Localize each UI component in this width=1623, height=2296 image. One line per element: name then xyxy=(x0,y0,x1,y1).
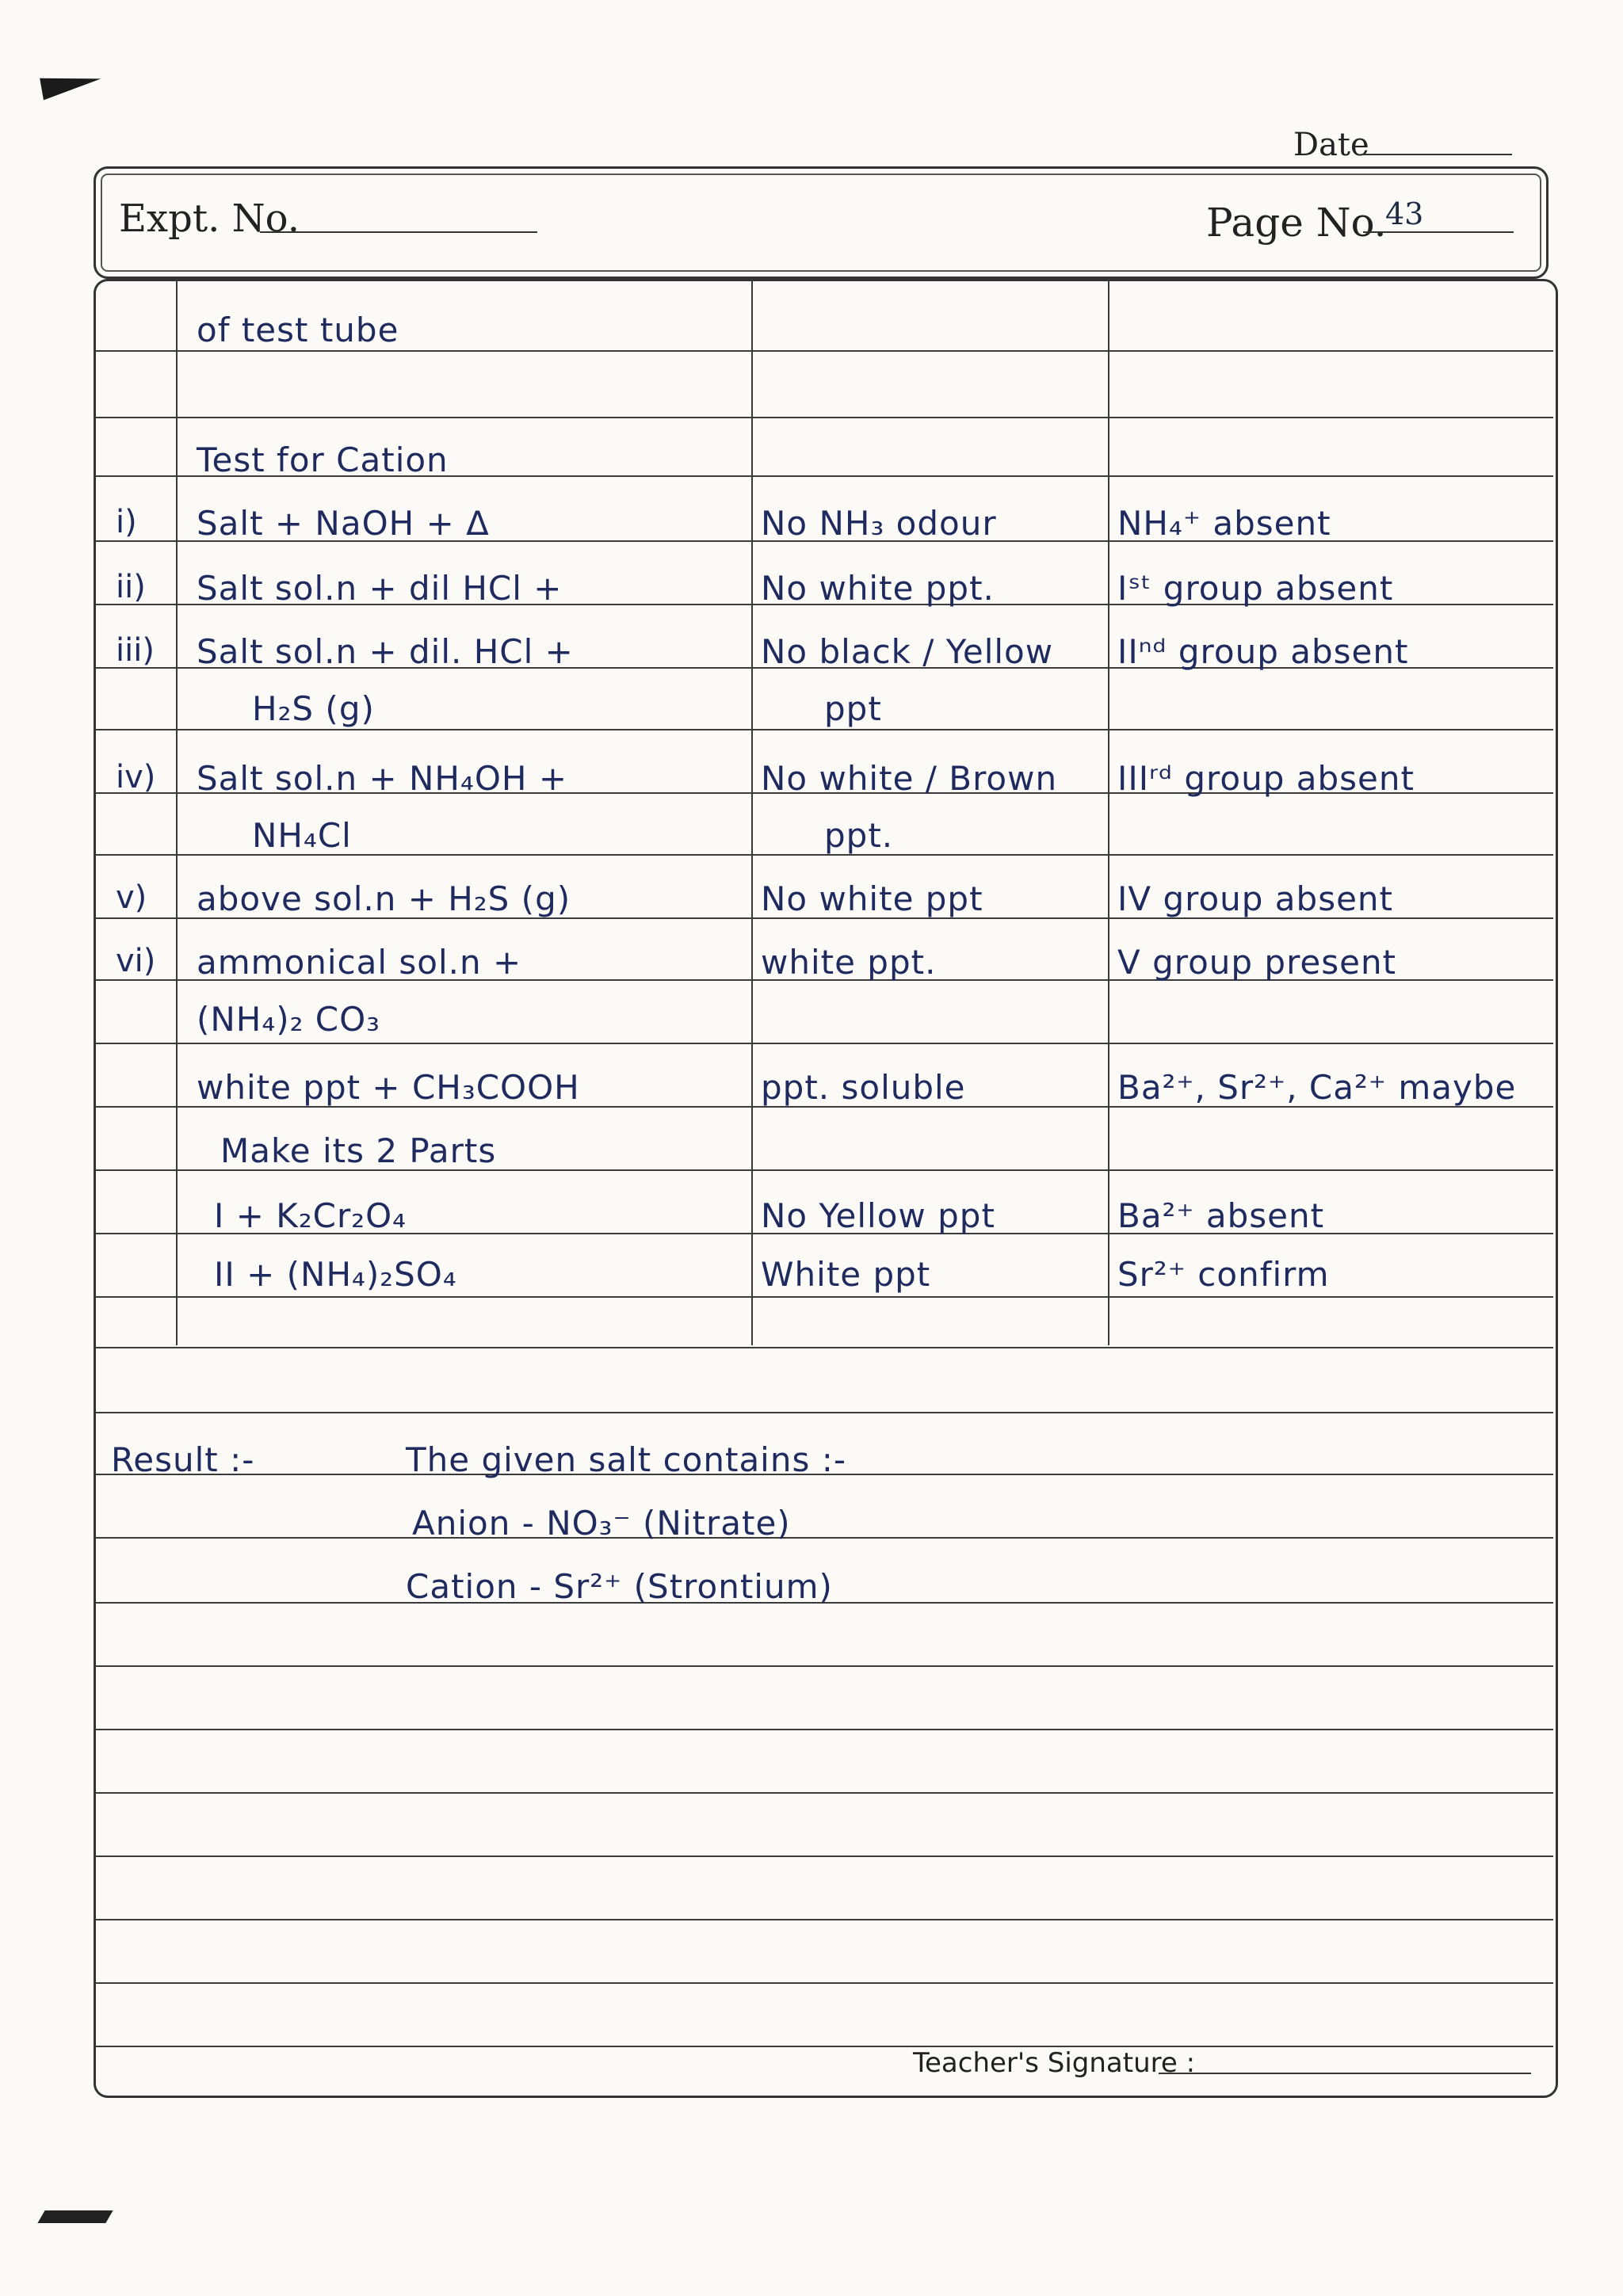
observation-cell: No white ppt xyxy=(761,879,983,918)
experiment-cell: Salt sol.n + NH₄OH + xyxy=(197,759,568,798)
column-divider xyxy=(1108,279,1109,1345)
observation-cell: No black / Yellow xyxy=(761,632,1054,671)
inference-cell: Ba²⁺ absent xyxy=(1117,1196,1325,1235)
inference-cell: Sr²⁺ confirm xyxy=(1117,1255,1330,1294)
result-anion: Anion - NO₃⁻ (Nitrate) xyxy=(412,1504,791,1543)
scan-corner-mark xyxy=(40,68,103,101)
ruled-line xyxy=(94,417,1553,418)
teacher-signature-label: Teacher's Signature : xyxy=(913,2047,1196,2079)
result-label: Result :- xyxy=(111,1440,255,1479)
row-number: v) xyxy=(116,879,147,916)
inference-cell: IIIʳᵈ group absent xyxy=(1117,759,1415,798)
row-number: iii) xyxy=(116,632,155,669)
observation-cell: No Yellow ppt xyxy=(761,1196,995,1235)
inference-cell: Ba²⁺, Sr²⁺, Ca²⁺ maybe xyxy=(1117,1068,1517,1107)
experiment-cell: II + (NH₄)₂SO₄ xyxy=(214,1255,457,1294)
observation-cell: No white ppt. xyxy=(761,569,995,608)
row-number: iv) xyxy=(116,759,156,795)
page-no-label: Page No. xyxy=(1206,200,1387,246)
observation-cell: White ppt xyxy=(761,1255,931,1294)
ruled-line xyxy=(94,1729,1553,1730)
page-no-line xyxy=(1363,231,1514,233)
column-divider xyxy=(751,279,753,1345)
date-label: Date xyxy=(1293,127,1369,163)
inference-cell: IV group absent xyxy=(1117,879,1394,918)
row-number: i) xyxy=(116,504,137,540)
experiment-cell: of test tube xyxy=(197,311,399,349)
ruled-line xyxy=(94,1537,1553,1539)
experiment-cell: Salt sol.n + dil HCl + xyxy=(197,569,563,608)
ruled-line xyxy=(94,729,1553,730)
inference-cell: IIⁿᵈ group absent xyxy=(1117,632,1409,671)
experiment-cell: white ppt + CH₃COOH xyxy=(197,1068,580,1107)
ruled-line xyxy=(94,350,1553,352)
date-line xyxy=(1363,154,1512,155)
ruled-line xyxy=(94,1792,1553,1794)
observation-cell: white ppt. xyxy=(761,943,937,982)
inference-cell: Iˢᵗ group absent xyxy=(1117,569,1394,608)
observation-cell: ppt xyxy=(824,689,882,728)
ruled-line xyxy=(94,1347,1553,1348)
ruled-line xyxy=(94,1296,1553,1298)
signature-line xyxy=(1159,2073,1531,2074)
experiment-cell: Make its 2 Parts xyxy=(220,1131,497,1170)
expt-line xyxy=(260,231,537,233)
experiment-cell: NH₄Cl xyxy=(252,816,352,855)
ruled-line xyxy=(94,1665,1553,1667)
experiment-cell: above sol.n + H₂S (g) xyxy=(197,879,571,918)
ruled-line xyxy=(94,1412,1553,1413)
ruled-line xyxy=(94,1919,1553,1920)
expt-label: Expt. No. xyxy=(119,196,300,241)
experiment-cell: ammonical sol.n + xyxy=(197,943,522,982)
inference-cell: NH₄⁺ absent xyxy=(1117,504,1331,543)
experiment-cell: Salt sol.n + dil. HCl + xyxy=(197,632,574,671)
result-cation: Cation - Sr²⁺ (Strontium) xyxy=(406,1567,833,1606)
experiment-cell: Test for Cation xyxy=(197,441,449,479)
observation-cell: ppt. xyxy=(824,816,894,855)
experiment-cell: H₂S (g) xyxy=(252,689,375,728)
observation-cell: ppt. soluble xyxy=(761,1068,966,1107)
experiment-cell: I + K₂Cr₂O₄ xyxy=(214,1196,407,1235)
experiment-cell: Salt + NaOH + Δ xyxy=(197,504,490,543)
scan-corner-mark xyxy=(37,2210,113,2223)
ruled-line xyxy=(94,1855,1553,1857)
inference-cell: V group present xyxy=(1117,943,1397,982)
column-divider xyxy=(176,279,178,1345)
observation-cell: No NH₃ odour xyxy=(761,504,997,543)
row-number: vi) xyxy=(116,943,156,979)
observation-cell: No white / Brown xyxy=(761,759,1058,798)
ruled-line xyxy=(94,2046,1553,2047)
notebook-body xyxy=(94,279,1558,2098)
ruled-line xyxy=(94,1982,1553,1984)
result-intro: The given salt contains :- xyxy=(406,1440,847,1479)
row-number: ii) xyxy=(116,569,146,605)
ruled-line xyxy=(94,1043,1553,1044)
page-no-value: 43 xyxy=(1385,196,1424,231)
experiment-cell: (NH₄)₂ CO₃ xyxy=(197,1000,381,1039)
